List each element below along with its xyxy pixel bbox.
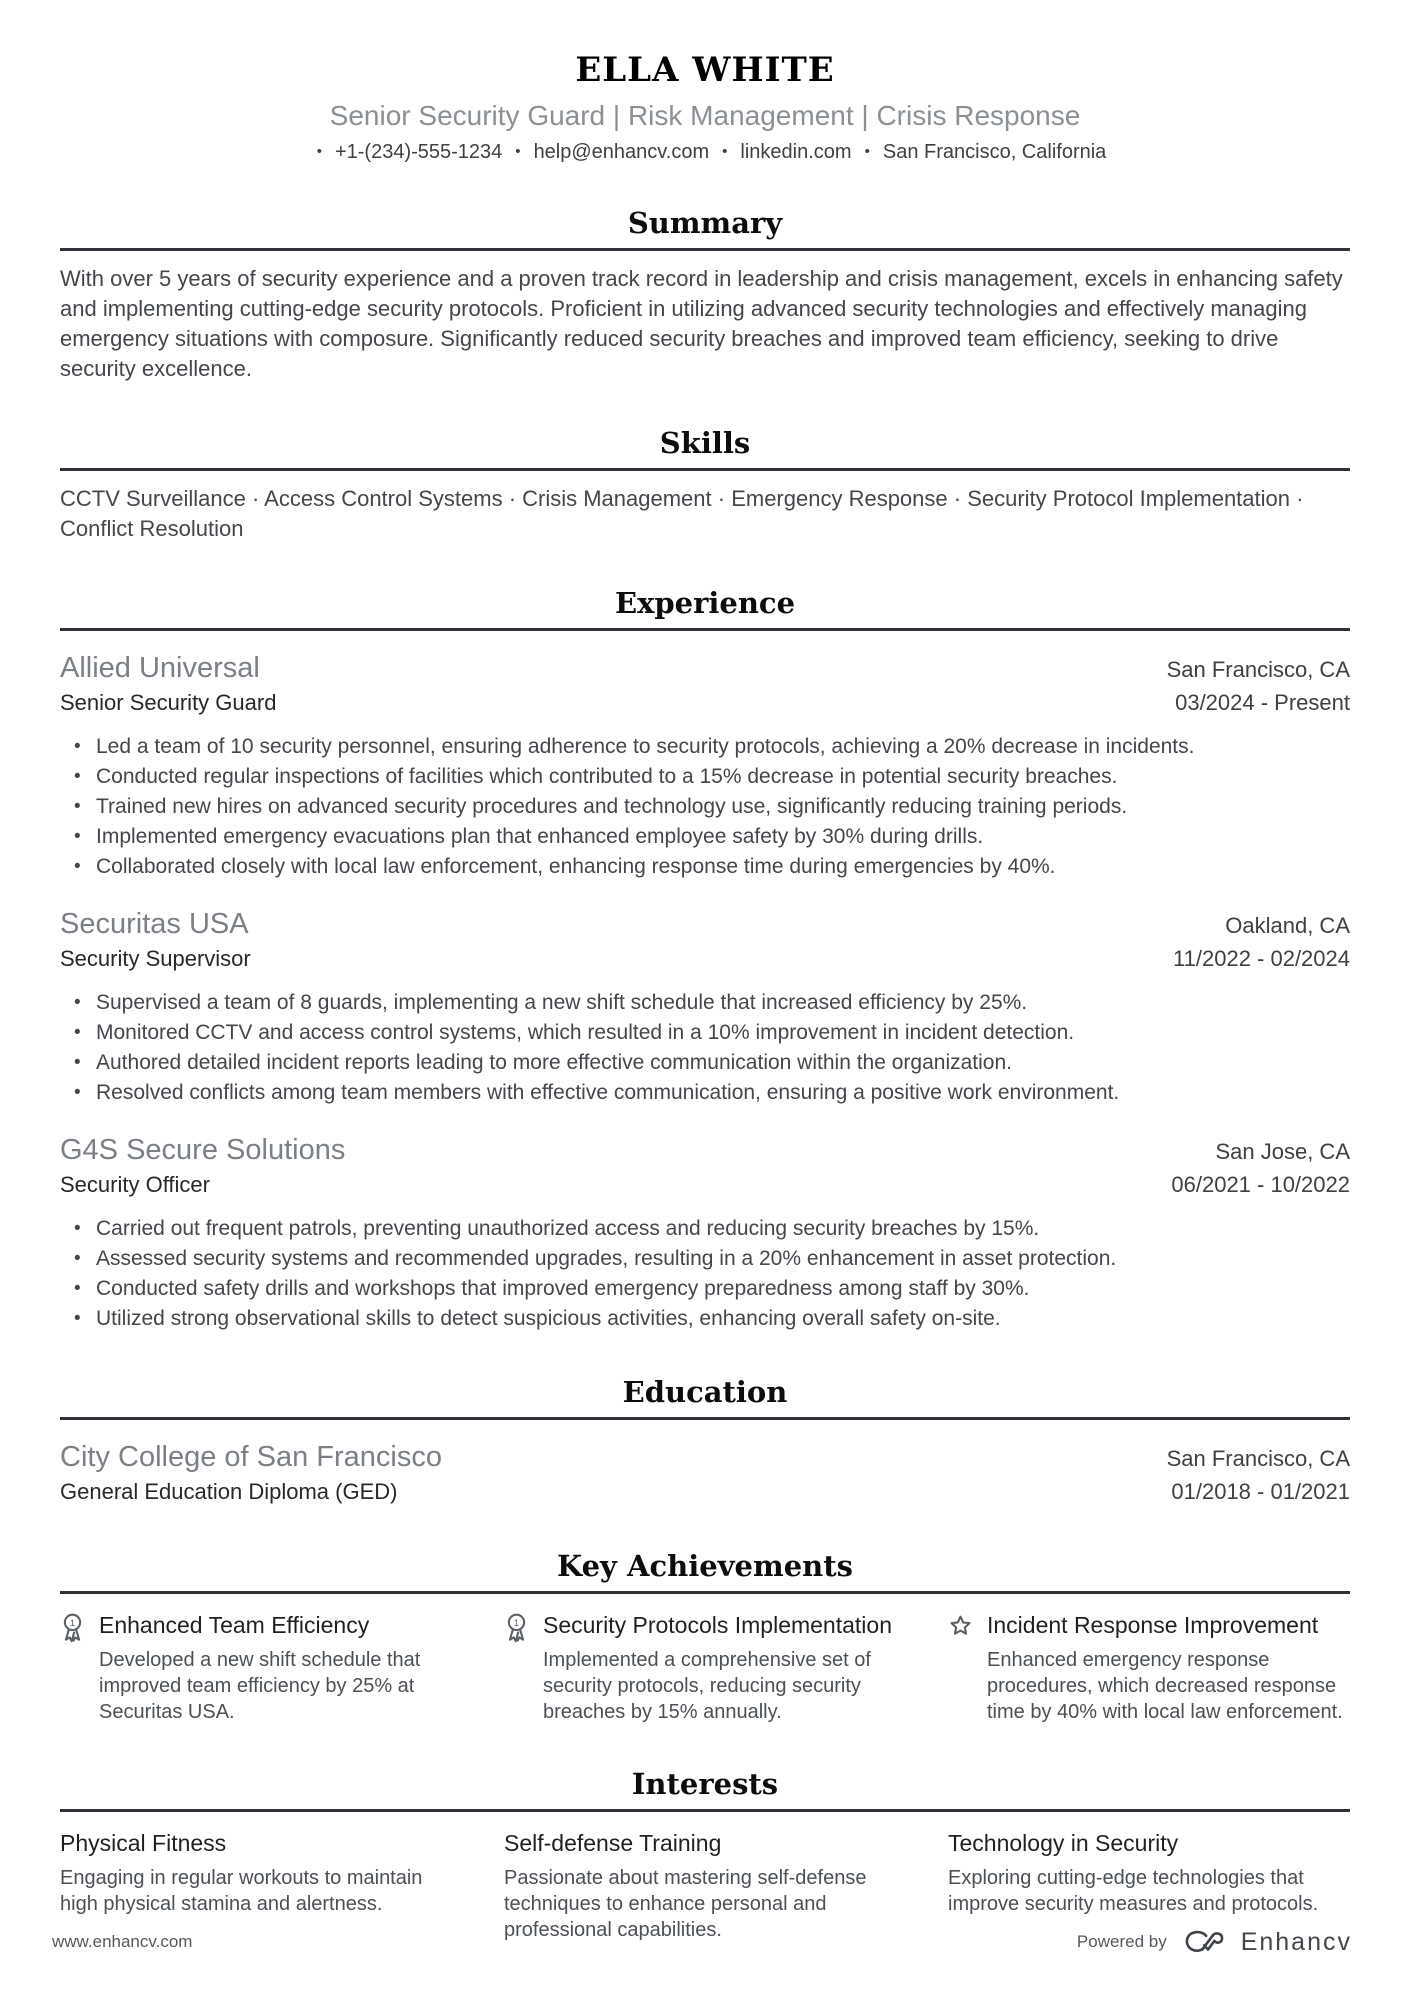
skills-text: CCTV Surveillance · Access Control Systems · Crisis Management · Emergency Response · Security Protocol Implementation · Conflict Resolution (60, 486, 1304, 541)
job-title: Senior Security Guard (60, 690, 277, 715)
experience-list (60, 651, 1350, 1333)
achievement-body (99, 1610, 462, 1725)
job-location: San Francisco, CA (1166, 657, 1350, 682)
section-title: Education (622, 1375, 788, 1409)
contact-row (60, 140, 1350, 164)
section-divider (60, 1809, 1350, 1812)
achievements-grid (60, 1610, 1350, 1725)
achievement-item (60, 1610, 462, 1725)
bullet-item: • Conducted safety drills and workshops that improved emergency preparedness among staff by 30%. (96, 1274, 1350, 1303)
company-name: Allied Universal (60, 652, 260, 684)
school-name: City College of San Francisco (60, 1441, 442, 1473)
school-row (60, 1440, 1350, 1474)
bullet-item: • Carried out frequent patrols, preventing unauthorized access and reducing security breaches by 15%. (96, 1214, 1350, 1243)
interest-title: Technology in Security (948, 1830, 1179, 1856)
contact-item: • linkedin.com (709, 140, 851, 164)
section-experience (60, 588, 1350, 1333)
company-row (60, 651, 1350, 685)
contact-item: • +1-(234)-555-1234 (304, 140, 503, 164)
company-name: G4S Secure Solutions (60, 1134, 346, 1166)
interest-description: Passionate about mastering self-defense techniques to enhance personal and professional capabilities. (504, 1867, 867, 1941)
section-key-achievements (60, 1551, 1350, 1725)
interest-title: Physical Fitness (60, 1830, 227, 1856)
achievement-item (504, 1610, 906, 1725)
job-title: Security Supervisor (60, 946, 251, 971)
website-text: www.enhancv.com (52, 1932, 193, 1951)
contact-item: • San Francisco, California (852, 140, 1107, 164)
bullet-item: • Assessed security systems and recommended upgrades, resulting in a 20% enhancement in asset protection. (96, 1244, 1350, 1273)
interest-description: Exploring cutting-edge technologies that improve security measures and protocols. (948, 1867, 1319, 1915)
interest-description: Engaging in regular workouts to maintain high physical stamina and alertness. (60, 1867, 423, 1915)
medal-icon (60, 1612, 85, 1643)
candidate-name: ELLA WHITE (575, 50, 835, 90)
section-title: Experience (614, 586, 796, 620)
contact-item: • help@enhancv.com (502, 140, 709, 164)
achievement-title: Security Protocols Implementation (543, 1612, 892, 1638)
enhancv-logo-icon (1181, 1927, 1227, 1957)
job-dates: 11/2022 - 02/2024 (1173, 946, 1350, 971)
company-name: Securitas USA (60, 908, 249, 940)
section-divider (60, 1591, 1350, 1594)
education-entry (60, 1440, 1350, 1507)
job-location: Oakland, CA (1225, 913, 1350, 938)
company-row (60, 1133, 1350, 1167)
school-location: San Francisco, CA (1166, 1446, 1350, 1471)
star-icon (948, 1612, 973, 1643)
page-footer (52, 1927, 1352, 1957)
achievement-item (948, 1610, 1350, 1725)
interest-item (504, 1828, 906, 1943)
degree-name: General Education Diploma (GED) (60, 1479, 398, 1504)
achievement-description: Developed a new shift schedule that improved team efficiency by 25% at Securitas USA. (99, 1649, 421, 1723)
title-row (60, 1167, 1350, 1200)
interest-item (60, 1828, 462, 1943)
job-location: San Jose, CA (1215, 1139, 1350, 1164)
achievement-description: Enhanced emergency response procedures, which decreased response time by 40% with local law enforcement. (987, 1649, 1343, 1723)
bullet-item: • Monitored CCTV and access control systems, which resulted in a 10% improvement in incident detection. (96, 1018, 1350, 1047)
degree-row (60, 1474, 1350, 1507)
section-title: Key Achievements (557, 1549, 853, 1583)
achievement-description: Implemented a comprehensive set of security protocols, reducing security breaches by 15% annually. (543, 1649, 871, 1723)
bullet-item: • Led a team of 10 security personnel, ensuring adherence to security protocols, achieving a 20% decrease in incidents. (96, 732, 1350, 761)
section-summary (60, 208, 1350, 384)
job-bullets (60, 732, 1350, 881)
section-title: Interests (631, 1767, 779, 1801)
experience-entry (60, 907, 1350, 1107)
bullet-item: • Utilized strong observational skills to detect suspicious activities, enhancing overall safety on-site. (96, 1304, 1350, 1333)
bullet-item: • Collaborated closely with local law enforcement, enhancing response time during emergencies by 40%. (96, 852, 1350, 881)
section-divider (60, 248, 1350, 251)
bullet-item: • Authored detailed incident reports leading to more effective communication within the organization. (96, 1048, 1350, 1077)
achievement-body (987, 1610, 1350, 1725)
achievement-title: Enhanced Team Efficiency (99, 1612, 370, 1638)
bullet-item: • Supervised a team of 8 guards, implementing a new shift schedule that increased efficiency by 25%. (96, 988, 1350, 1017)
achievement-body (543, 1610, 906, 1725)
interests-grid (60, 1828, 1350, 1943)
experience-entry (60, 651, 1350, 881)
medal-icon (504, 1612, 529, 1643)
job-bullets (60, 988, 1350, 1107)
education-list (60, 1440, 1350, 1507)
title-row (60, 685, 1350, 718)
achievement-title: Incident Response Improvement (987, 1612, 1319, 1638)
section-divider (60, 468, 1350, 471)
section-title: Skills (659, 426, 751, 460)
powered-by (1077, 1927, 1352, 1957)
section-title: Summary (627, 206, 783, 240)
enhancv-wordmark: Enhancv (1240, 1927, 1352, 1956)
headline: Senior Security Guard | Risk Management | Crisis Response (329, 100, 1081, 131)
section-education (60, 1377, 1350, 1507)
summary-text: With over 5 years of security experience and a proven track record in leadership and crisis management, excels in enhancing safety and implementing cutting-edge security protocols. Proficient in utilizing advanced security technologies and effectively managing emergency situations with composure. Significantly reduced security breaches and improved team efficiency, seeking to drive security excellence. (60, 266, 1343, 381)
job-bullets (60, 1214, 1350, 1333)
interest-title: Self-defense Training (504, 1830, 722, 1856)
powered-by-label: Powered by (1076, 1932, 1167, 1951)
title-row (60, 941, 1350, 974)
bullet-item: • Trained new hires on advanced security procedures and technology use, significantly reducing training periods. (96, 792, 1350, 821)
interest-item (948, 1828, 1350, 1943)
section-interests (60, 1769, 1350, 1943)
section-divider (60, 628, 1350, 631)
bullet-item: • Resolved conflicts among team members with effective communication, ensuring a positive work environment. (96, 1078, 1350, 1107)
job-dates: 03/2024 - Present (1175, 690, 1350, 715)
resume-header (60, 52, 1350, 164)
job-dates: 06/2021 - 10/2022 (1171, 1172, 1350, 1197)
section-skills (60, 428, 1350, 544)
bullet-item: • Implemented emergency evacuations plan that enhanced employee safety by 30% during drills. (96, 822, 1350, 851)
experience-entry (60, 1133, 1350, 1333)
bullet-item: • Conducted regular inspections of facilities which contributed to a 15% decrease in potential security breaches. (96, 762, 1350, 791)
company-row (60, 907, 1350, 941)
section-divider (60, 1417, 1350, 1420)
education-dates: 01/2018 - 01/2021 (1171, 1479, 1350, 1504)
job-title: Security Officer (60, 1172, 210, 1197)
